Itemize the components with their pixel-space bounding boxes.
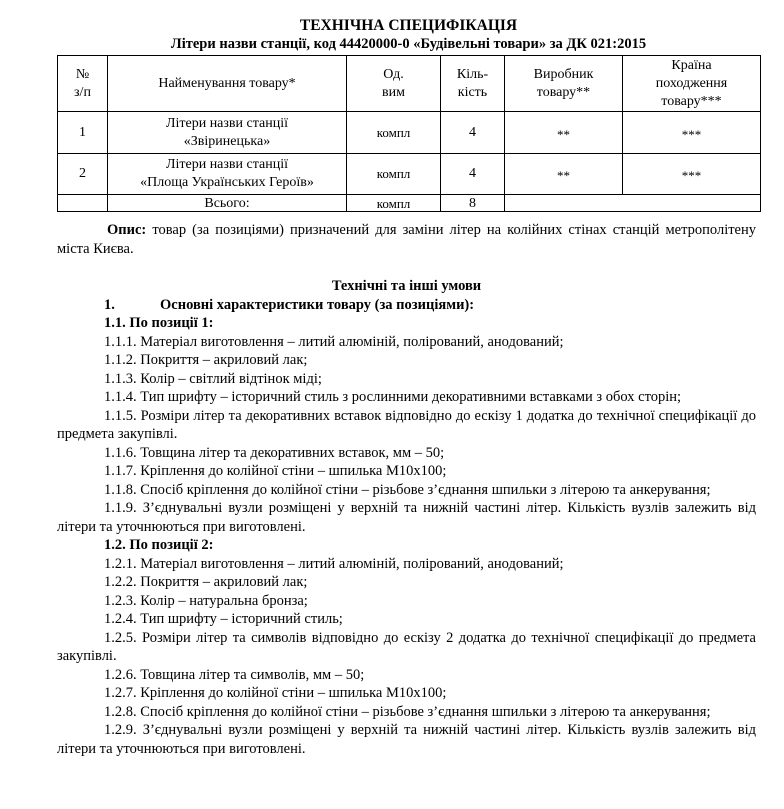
total-unit: компл [347,195,441,212]
spec-item: 1.1.8. Спосіб кріплення до колійної стіни – різьбове з’єднання шпильки з літерою та анкерування; [104,481,711,498]
section-1-number: 1. [104,296,115,313]
header-manufacturer: Виробник товару** [505,56,623,112]
row-unit: компл [347,154,441,195]
spec-item: 1.2.4. Тип шрифту – історичний стиль; [104,611,343,627]
spec-item: 1.2.8. Спосіб кріплення до колійної стіни – різьбове з’єднання шпильки з літерою та анкерування; [104,703,711,720]
table-header-row [58,56,761,112]
spec-item: 1.2.3. Колір – натуральна бронза; [104,592,308,609]
spec-item: 1.1.7. Кріплення до колійної стіни – шпилька М10х100; [104,463,447,479]
position-2-heading: 1.2. По позиції 2: [104,537,214,553]
spec-item: 1.1.2. Покриття – акриловий лак; [104,352,308,368]
spec-item: 1.2.2. Покриття – акриловий лак; [104,574,308,590]
document-title: ТЕХНІЧНА СПЕЦИФІКАЦІЯ [299,17,518,34]
row-quantity: 4 [441,154,505,195]
row-country: *** [623,112,761,154]
row-quantity: 4 [441,112,505,154]
row-manufacturer: ** [505,112,623,154]
total-quantity: 8 [441,195,505,212]
row-number: 1 [58,112,108,154]
section-1-heading [57,296,756,315]
row-unit: компл [347,112,441,154]
spec-item: 1.1.9. З’єднувальні вузли розміщені у верхній та нижній частині літер. Кількість вузлів залежить від літери та уточнюються при виготовлені. [57,500,756,535]
spec-item: 1.2.1. Матеріал виготовлення – литий алюміній, полірований, анодований; [104,555,564,572]
conditions-block [57,277,756,758]
section-1-title: Основні характеристики товару (за позиціями): [160,296,475,313]
spec-item: 1.1.4. Тип шрифту – історичний стиль з рослинними декоративними вставками з обох сторін; [104,389,682,405]
header-quantity: Кіль- кість [441,56,505,112]
specification-table [57,55,761,212]
total-empty-merged-cell [505,195,761,212]
row-product-name: Літери назви станції «Площа Українських Героїв» [108,154,347,195]
spec-item: 1.2.7. Кріплення до колійної стіни – шпилька М10х100; [104,685,447,701]
total-empty-cell [58,195,108,212]
table-row [58,154,761,195]
position-1-heading: 1.1. По позиції 1: [104,315,214,331]
description-label: Опис: [107,222,147,238]
table-total-row [58,195,761,212]
row-product-name: Літери назви станції «Звіринецька» [108,112,347,154]
header-product-name: Найменування товару* [108,56,347,112]
header-unit: Од. вим [347,56,441,112]
row-country: *** [623,154,761,195]
header-number: № з/п [58,56,108,112]
conditions-heading: Технічні та інші умови [331,278,482,294]
spec-item: 1.1.6. Товщина літер та декоративних вставок, мм – 50; [104,444,445,461]
spec-item: 1.1.3. Колір – світлий відтінок міді; [104,370,322,387]
description-text: товар (за позиціями) призначений для заміни літер на колійних стінах станцій метрополітену міста Києва. [57,222,756,257]
header-country-of-origin: Країна походження товару*** [623,56,761,112]
document-subtitle: Літери назви станції, код 44420000-0 «Будівельні товари» за ДК 021:2015 [170,36,647,52]
row-number: 2 [58,154,108,195]
description-paragraph [57,221,756,258]
description-block [57,221,756,258]
spec-item: 1.2.9. З’єднувальні вузли розміщені у верхній та нижній частині літер. Кількість вузлів залежить від літери та уточнюються при виготовлені. [57,722,756,757]
spec-item: 1.1.5. Розміри літер та декоративних вставок відповідно до ескізу 1 додатка до технічної специфікації до предмета закупівлі. [57,407,756,442]
table-row [58,112,761,154]
spec-item: 1.1.1. Матеріал виготовлення – литий алюміній, полірований, анодований; [104,333,564,350]
spec-item: 1.2.6. Товщина літер та символів, мм – 50; [104,666,365,683]
spec-item: 1.2.5. Розміри літер та символів відповідно до ескізу 2 додатка до технічної специфікації до предмета закупівлі. [57,629,756,664]
row-manufacturer: ** [505,154,623,195]
total-label: Всього: [108,195,347,212]
